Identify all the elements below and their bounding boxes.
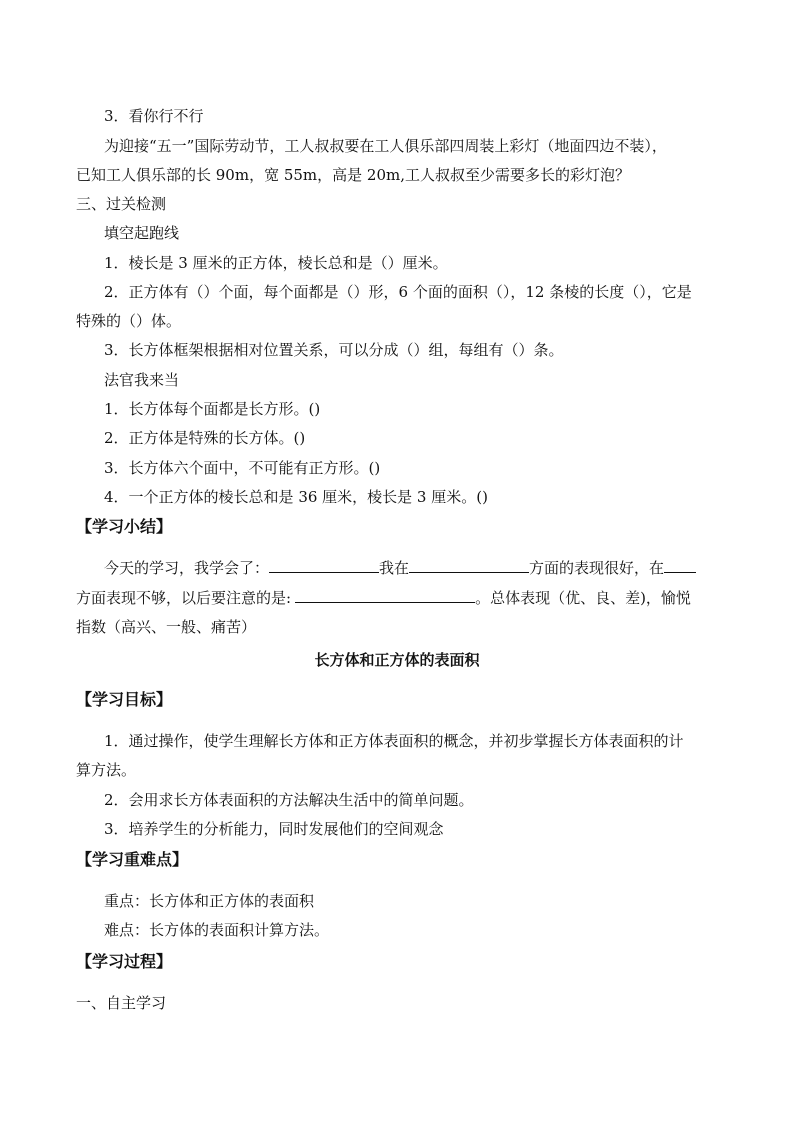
judge-4: 4．一个正方体的棱长总和是 36 厘米，棱长是 3 厘米。() (104, 488, 488, 506)
goal-3: 3．培养学生的分析能力，同时发展他们的空间观念 (104, 820, 444, 838)
self-study-heading: 一、自主学习 (76, 994, 167, 1012)
judge-2: 2．正方体是特殊的长方体。() (104, 429, 306, 447)
judge-title: 法官我来当 (104, 371, 180, 389)
item3-text-line2: 已知工人俱乐部的长 90m，宽 55m，高是 20m,工人叔叔至少需要多长的彩灯泡？ (76, 166, 631, 184)
fill-blank-1: 1．棱长是 3 厘米的正方体，棱长总和是（）厘米。 (104, 254, 448, 272)
blank-learned[interactable] (269, 558, 379, 573)
section-heading-checks: 三、过关检测 (76, 195, 167, 213)
process-heading: 【学习过程】 (76, 952, 173, 971)
summary-heading: 【学习小结】 (76, 517, 173, 536)
summary-line2 (76, 588, 691, 608)
summary-text-5: 。总体表现（优、良、差)，愉悦 (475, 589, 691, 607)
goal-1-line2: 算方法。 (76, 761, 137, 779)
goal-2: 2．会用求长方体表面积的方法解决生活中的简单问题。 (104, 791, 474, 809)
lesson-title: 长方体和正方体的表面积 (314, 651, 480, 669)
difficulty-point: 难点：长方体的表面积计算方法。 (104, 921, 330, 939)
fill-blank-3: 3．长方体框架根据相对位置关系，可以分成（）组，每组有（）条。 (104, 341, 564, 359)
goals-heading: 【学习目标】 (76, 690, 173, 709)
fill-blank-2-line1: 2．正方体有（）个面，每个面都是（）形，6 个面的面积（），12 条棱的长度（），它是 (104, 283, 692, 301)
fill-blank-2-line2: 特殊的（）体。 (76, 312, 182, 330)
fill-blank-title: 填空起跑线 (104, 224, 180, 242)
goal-1-line1: 1．通过操作，使学生理解长方体和正方体表面积的概念，并初步掌握长方体表面积的计 (104, 732, 684, 750)
blank-attention[interactable] (295, 588, 475, 603)
judge-1: 1．长方体每个面都是长方形。() (104, 400, 321, 418)
key-points-heading: 【学习重难点】 (76, 850, 189, 869)
summary-text-2: 我在 (379, 559, 410, 577)
summary-line1 (104, 558, 696, 578)
blank-good-aspect[interactable] (409, 558, 529, 573)
summary-text-3: 方面的表现很好，在 (529, 559, 665, 577)
summary-text-1: 今天的学习，我学会了： (104, 559, 270, 577)
summary-text-4: 方面表现不够，以后要注意的是: (76, 589, 292, 607)
blank-weak-aspect[interactable] (664, 558, 696, 573)
item3-text-line1: 为迎接“五一”国际劳动节，工人叔叔要在工人俱乐部四周装上彩灯（地面四边不装）， (104, 137, 667, 155)
item3-title: 3．看你行不行 (104, 107, 204, 125)
summary-line3: 指数（高兴、一般、痛苦） (76, 618, 257, 636)
judge-3: 3．长方体六个面中，不可能有正方形。() (104, 459, 381, 477)
key-point: 重点：长方体和正方体的表面积 (104, 892, 315, 910)
